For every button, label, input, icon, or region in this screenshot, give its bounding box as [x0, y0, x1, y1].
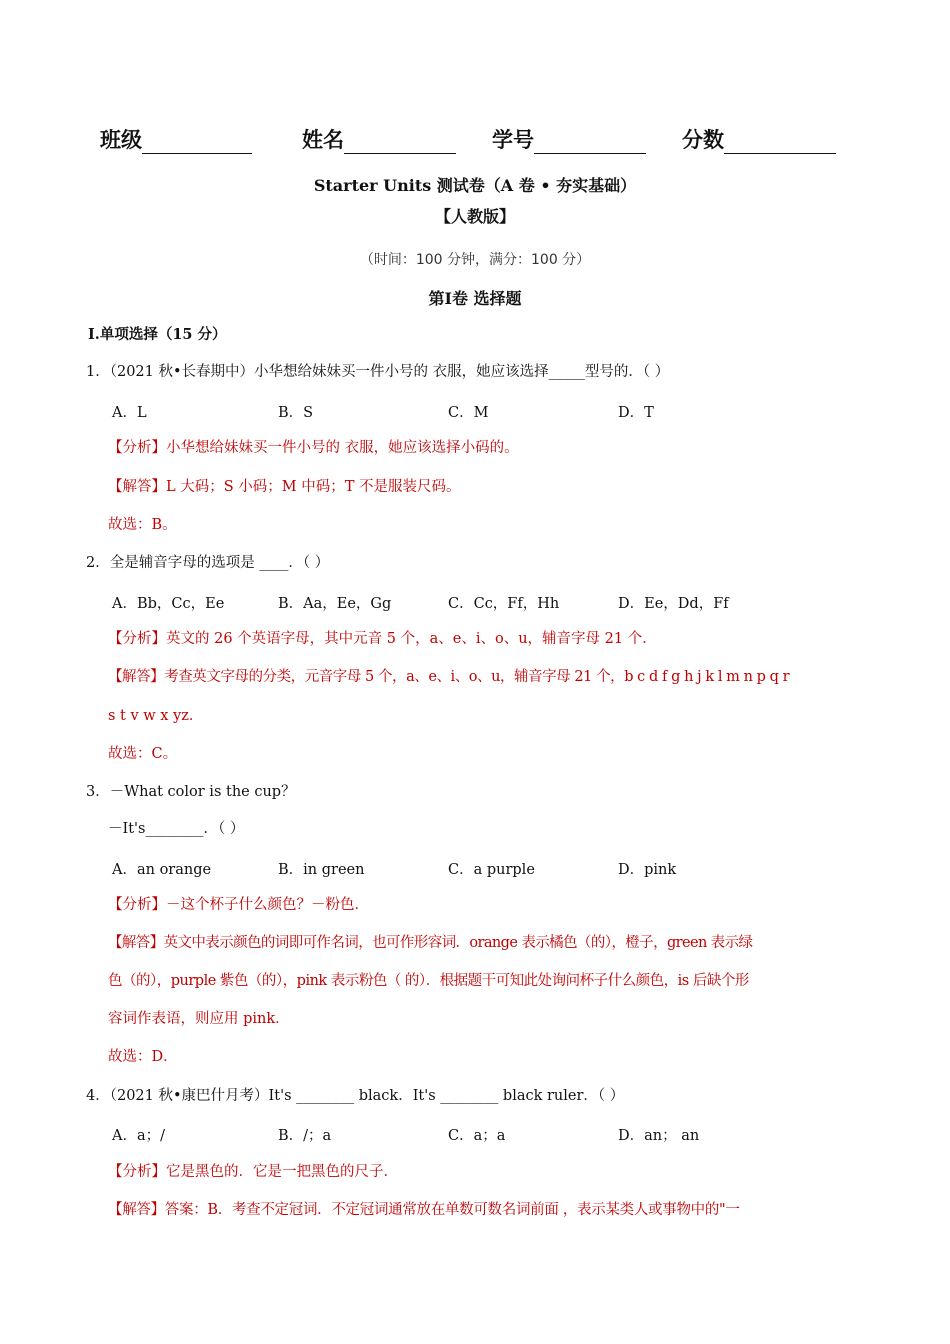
question-4-option-d: D．an； an	[618, 1128, 700, 1144]
name-blank	[344, 131, 456, 154]
question-3-option-a: A．an orange	[112, 862, 212, 878]
question-2-option-b: B．Aa，Ee，Gg	[278, 596, 392, 612]
question-1-answer: 【解答】L 大码；S 小码；M 中码；T 不是服装尺码。	[108, 479, 461, 495]
student-info-row	[100, 124, 860, 158]
question-4-option-c: C．a；a	[448, 1128, 506, 1144]
student-id-blank	[534, 131, 646, 154]
question-3-stem-line-2: －It's________．（ ）	[108, 821, 245, 837]
class-blank	[142, 131, 252, 154]
question-3-option-d: D．pink	[618, 862, 677, 878]
student-id-field	[492, 124, 646, 154]
section-title: Ⅰ.单项选择（15 分）	[88, 326, 227, 343]
question-4-stem: 4．（2021 秋•康巴什月考）It's ________ black．It's ________ black ruler．（ ）	[86, 1088, 625, 1104]
question-2-answer-line-1: 【解答】考查英文字母的分类，元音字母 5 个，a、e、i、o、u，辅音字母 21 个，b c d f g h j k l m n p q r	[108, 669, 790, 685]
question-3-answer-line-1: 【解答】英文中表示颜色的词即可作名词，也可作形容词．orange 表示橘色（的），橙子，green 表示绿	[108, 935, 753, 951]
part-title: 第Ⅰ卷 选择题	[428, 289, 522, 308]
question-2-option-a: A．Bb，Cc，Ee	[112, 596, 225, 612]
question-3-conclusion: 故选：D．	[108, 1049, 178, 1065]
question-2-stem: 2．全是辅音字母的选项是 ____．（ ）	[86, 555, 330, 571]
question-2-analysis: 【分析】英文的 26 个英语字母，其中元音 5 个，a、e、i、o、u，辅音字母 21 个．	[108, 631, 657, 647]
student-id-label: 学号	[492, 128, 534, 152]
score-label: 分数	[682, 128, 724, 152]
score-field	[682, 124, 836, 154]
question-2-option-c: C．Cc，Ff，Hh	[448, 596, 560, 612]
question-4-option-b: B．/；a	[278, 1128, 332, 1144]
name-label: 姓名	[302, 128, 344, 152]
question-3-answer-line-2: 色（的），purple 紫色（的），pink 表示粉色（ 的）．根据题干可知此处询问杯子什么颜色，is 后缺个形	[108, 973, 749, 989]
question-1-option-a: A．L	[112, 405, 147, 421]
time-note: （时间：100 分钟，满分：100 分）	[359, 252, 591, 268]
question-1-stem: 1．（2021 秋•长春期中）小华想给妹妹买一件小号的 衣服，她应该选择_____型号的．（ ）	[86, 364, 670, 380]
question-3-option-c: C．a purple	[448, 862, 535, 878]
question-2-conclusion: 故选：C。	[108, 746, 178, 762]
question-3-answer-line-3: 容词作表语，则应用 pink．	[108, 1011, 290, 1027]
question-1-analysis: 【分析】小华想给妹妹买一件小号的 衣服，她应该选择小码的。	[108, 440, 519, 456]
question-1-conclusion: 故选：B。	[108, 517, 177, 533]
question-3-analysis: 【分析】－这个杯子什么颜色？－粉色．	[108, 897, 369, 913]
class-label: 班级	[100, 128, 142, 152]
question-4-analysis: 【分析】它是黑色的．它是一把黑色的尺子．	[108, 1164, 398, 1180]
question-3-option-b: B．in green	[278, 862, 365, 878]
question-4-answer: 【解答】答案：B．考查不定冠词．不定冠词通常放在单数可数名词前面 ，表示某类人或事物中的"一	[108, 1202, 740, 1218]
question-1-option-c: C．M	[448, 405, 489, 421]
score-blank	[724, 131, 836, 154]
question-3-stem: 3．－What color is the cup？	[86, 784, 296, 800]
edition-label: 【人教版】	[434, 207, 515, 226]
question-2-answer-line-2: s t v w x yz．	[108, 708, 204, 724]
question-2-option-d: D．Ee，Dd，Ff	[618, 596, 729, 612]
question-4-option-a: A．a；/	[112, 1128, 166, 1144]
class-field	[100, 124, 252, 154]
document-title: Starter Units 测试卷（A 卷 • 夯实基础）	[313, 176, 637, 195]
question-1-option-b: B．S	[278, 405, 314, 421]
name-field	[302, 124, 456, 154]
question-1-option-d: D．T	[618, 405, 654, 421]
